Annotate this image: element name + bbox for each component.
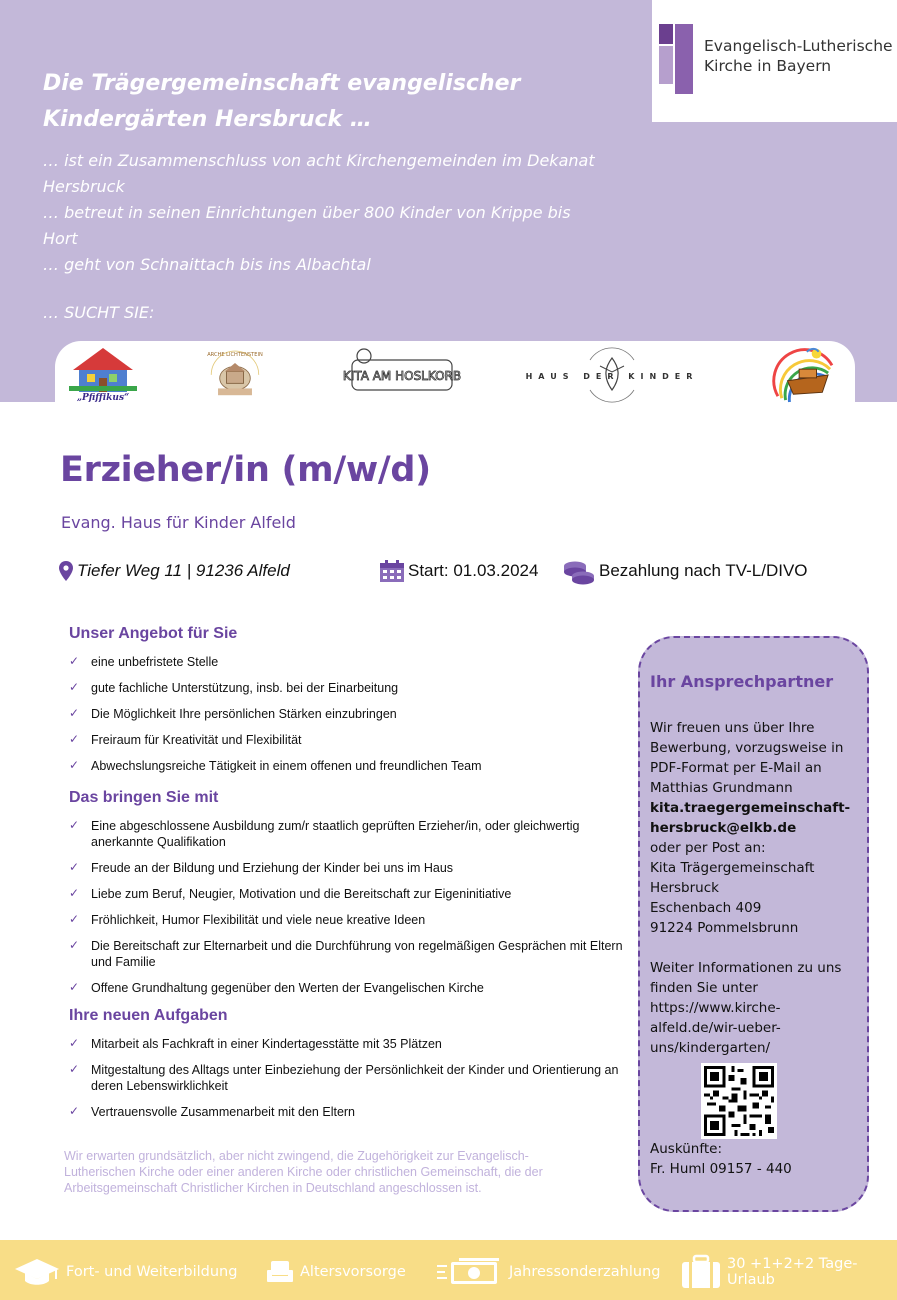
armchair-icon: [266, 1258, 294, 1286]
job-subtitle: Evang. Haus für Kinder Alfeld: [61, 513, 296, 532]
check-icon: ✓: [69, 758, 80, 772]
list-item: ✓ gute fachliche Unterstützung, insb. bei der Einarbeitung: [69, 680, 399, 695]
pfiffikus-logo: [65, 346, 141, 402]
contact-more-link[interactable]: Weiter Informationen zu uns finden Sie unter https://www.kirche- alfeld.de/wir-ueber- uns/kindergarten/: [650, 960, 842, 1056]
haus-der-kinder-text: HAUS DER KINDER: [525, 372, 699, 381]
list-item: ✓ Vertrauensvolle Zusammenarbeit mit den Eltern: [69, 1104, 356, 1119]
bring-heading: Das bringen Sie mit: [69, 789, 219, 806]
list-item: ✓ Die Möglichkeit Ihre persönlichen Stärken einzubringen: [69, 706, 397, 721]
start-info: [380, 558, 538, 584]
check-icon: ✓: [69, 732, 80, 746]
arche-logo: [767, 346, 839, 402]
address-info: [59, 558, 290, 584]
check-icon: ✓: [69, 1104, 80, 1118]
header-line: … betreut in seinen Einrichtungen über 800 Kinder von Krippe bis Hort: [43, 203, 571, 248]
pay-info: [563, 558, 808, 584]
check-icon: ✓: [69, 680, 80, 694]
footer-item-training: [14, 1255, 237, 1289]
haus-der-kinder-logo: [525, 346, 699, 402]
contact-info: Auskünfte: Fr. Huml 09157 - 440: [650, 1141, 792, 1177]
graduation-cap-icon: [14, 1257, 60, 1287]
pfiffikus-text: „Pfiffikus“: [76, 393, 130, 403]
footer-label: 30 +1+2+2 Tage-Urlaub: [727, 1256, 858, 1288]
check-icon: ✓: [69, 1036, 80, 1050]
location-pin-icon: [59, 561, 73, 581]
check-icon: ✓: [69, 938, 80, 952]
header-line: … geht von Schnaittach bis ins Albachtal: [43, 255, 371, 274]
suitcase-icon: [681, 1255, 721, 1289]
address-text: Tiefer Weg 11 | 91236 Alfeld: [77, 561, 290, 580]
footer-item-bonus: [437, 1255, 660, 1289]
contact-post: oder per Post an: Kita Trägergemeinschaft Hersbruck Eschenbach 409 91224 Pommelsbrunn: [650, 840, 815, 936]
contact-intro: Wir freuen uns über Ihre Bewerbung, vorzugsweise in PDF-Format per E-Mail an Matthias Grundmann: [650, 720, 844, 796]
check-icon: ✓: [69, 706, 80, 720]
list-item: ✓ Abwechslungsreiche Tätigkeit in einem offenen und freundlichen Team: [69, 758, 482, 773]
money-icon: [437, 1256, 503, 1288]
footer-label: Jahressonderzahlung: [509, 1264, 661, 1280]
calendar-icon: [380, 560, 404, 582]
list-item: ✓ Freiraum für Kreativität und Flexibilität: [69, 732, 302, 747]
pay-text: Bezahlung nach TV-L/DIVO: [599, 561, 808, 580]
job-title: Erzieher/in (m/w/d): [60, 450, 431, 490]
check-icon: ✓: [69, 886, 80, 900]
footer-item-vacation: [681, 1255, 897, 1289]
list-item: ✓ Freude an der Bildung und Erziehung der Kinder bei uns im Haus: [69, 860, 454, 875]
tasks-list: [69, 1036, 629, 1130]
footer-item-pension: [266, 1255, 406, 1289]
footer-label: Altersvorsorge: [300, 1264, 406, 1280]
check-icon: ✓: [69, 912, 80, 926]
church-logo-text: Evangelisch-Lutherische Kirche in Bayern: [704, 37, 893, 75]
qr-code[interactable]: [701, 1063, 777, 1139]
list-item: ✓ eine unbefristete Stelle: [69, 654, 219, 669]
coins-icon: [563, 558, 595, 584]
footer-label: Fort- und Weiterbildung: [66, 1264, 238, 1280]
list-item: ✓ Mitarbeit als Fachkraft in einer Kindertagesstätte mit 35 Plätzen: [69, 1036, 442, 1051]
contact-heading: Ihr Ansprechpartner: [650, 672, 834, 691]
check-icon: ✓: [69, 818, 80, 832]
kita-am-hoslkorb-logo: [342, 346, 462, 402]
header-line: … ist ein Zusammenschluss von acht Kirchengemeinden im Dekanat Hersbruck: [43, 151, 595, 196]
footnote: Wir erwarten grundsätzlich, aber nicht zwingend, die Zugehörigkeit zur Evangelisch-Lutherischen Kirche oder einer anderen Kirche oder christlichen Gemeinschaft, die der Arbeitsgemeinschaft Christlicher Kirchen in Deutschland angeschlossen ist.: [64, 1149, 543, 1195]
check-icon: ✓: [69, 980, 80, 994]
list-item: ✓ Eine abgeschlossene Ausbildung zum/r staatlich geprüften Erzieher/in, oder gleichwertig anerkannte Qualifikation: [69, 818, 580, 849]
start-text: Start: 01.03.2024: [408, 561, 539, 580]
header-title: Die Trägergemeinschaft evangelischer Kindergärten Hersbruck …: [43, 71, 521, 132]
list-item: ✓ Die Bereitschaft zur Elternarbeit und die Durchführung von regelmäßigen Gesprächen mit Eltern und Familie: [69, 938, 623, 969]
header-lines: [43, 148, 603, 278]
offer-heading: Unser Angebot für Sie: [69, 625, 238, 642]
arche-lichtenstein-logo: [195, 346, 275, 402]
check-icon: ✓: [69, 860, 80, 874]
tasks-heading: Ihre neuen Aufgaben: [69, 1007, 228, 1024]
list-item: ✓ Offene Grundhaltung gegenüber den Werten der Evangelischen Kirche: [69, 980, 484, 995]
church-logo[interactable]: [652, 0, 897, 122]
kita-am-hoslkorb-text: KITA AM HOSLKORB: [342, 369, 462, 383]
check-icon: ✓: [69, 654, 80, 668]
contact-body: [650, 718, 864, 1058]
arche-lichtenstein-text: ARCHE LICHTENSTEIN: [207, 352, 263, 359]
offer-list: [69, 654, 629, 784]
list-item: ✓ Fröhlichkeit, Humor Flexibilität und viele neue kreative Ideen: [69, 912, 426, 927]
contact-email-link[interactable]: kita.traegergemeinschaft- hersbruck@elkb.de: [650, 800, 851, 836]
list-item: ✓ Liebe zum Beruf, Neugier, Motivation und die Bereitschaft zur Eigeninitiative: [69, 886, 512, 901]
church-logo-mark: [659, 24, 693, 94]
check-icon: ✓: [69, 1062, 80, 1076]
kita-logo-strip: [55, 341, 855, 402]
header-sucht: … SUCHT SIE:: [43, 303, 155, 322]
bring-list: [69, 818, 629, 1006]
list-item: ✓ Mitgestaltung des Alltags unter Einbeziehung der Persönlichkeit der Kinder und Orientierung an deren Lebenswirklichkeit: [69, 1062, 619, 1093]
